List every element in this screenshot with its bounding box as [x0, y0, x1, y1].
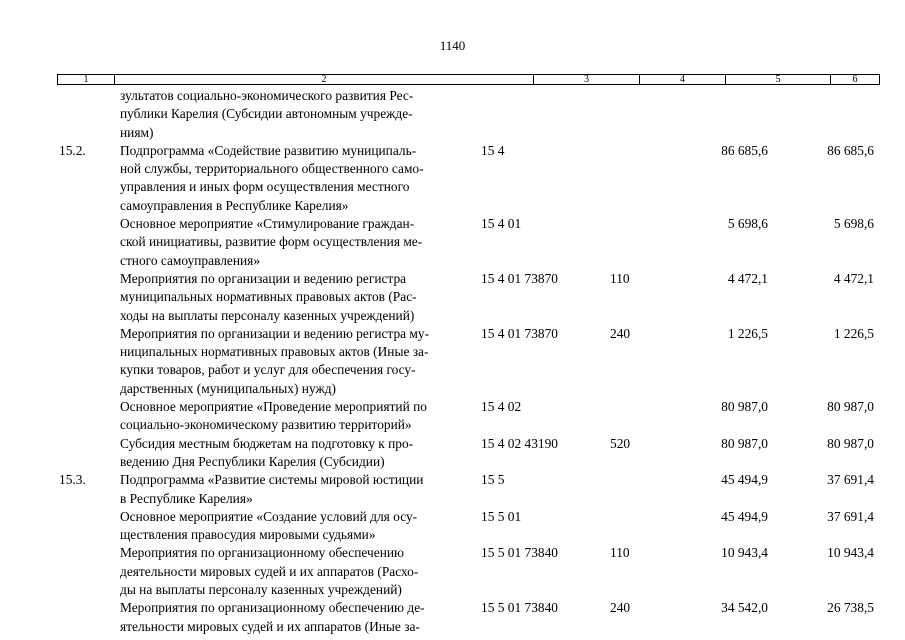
table-row: [0, 270, 905, 325]
amount-column-5: 45 494,9: [721, 508, 768, 524]
column-header-3: 3: [533, 75, 639, 84]
row-number: 15.3.: [59, 472, 86, 488]
table-header: [57, 74, 880, 85]
budget-code: 15 5 01 73840: [481, 545, 558, 561]
amount-column-6: 1 226,5: [833, 325, 874, 341]
amount-column-5: 45 494,9: [721, 472, 768, 488]
description-line: стного самоуправления»: [120, 252, 261, 268]
table-row: [0, 142, 905, 215]
amount-column-5: 80 987,0: [721, 435, 768, 451]
row-description: [120, 471, 472, 508]
table-body: [0, 87, 905, 636]
amount-column-6: 10 943,4: [827, 545, 874, 561]
page-number: 1140: [439, 38, 466, 53]
column-header-6: 6: [830, 75, 879, 84]
amount-column-6: 80 987,0: [827, 435, 874, 451]
description-line: в Республике Карелия»: [120, 490, 253, 506]
row-description: [120, 544, 472, 599]
description-line: Подпрограмма «Развитие системы мировой юстиции: [120, 472, 424, 488]
row-description: [120, 325, 472, 398]
description-line: дарственных (муниципальных) нужд): [120, 380, 336, 396]
expense-type: 240: [610, 325, 631, 341]
amount-column-5: 4 472,1: [727, 270, 768, 286]
column-header-4: 4: [639, 75, 725, 84]
description-line: Подпрограмма «Содействие развитию муниципаль-: [120, 142, 417, 158]
description-line: Субсидия местным бюджетам на подготовку к про-: [120, 435, 414, 451]
table-row: [0, 544, 905, 599]
description-line: ниципальных нормативных правовых актов (Иные за-: [120, 344, 429, 360]
description-line: купки товаров, работ и услуг для обеспечения госу-: [120, 362, 416, 378]
description-line: самоуправления в Республике Карелия»: [120, 197, 349, 213]
expense-type: 520: [610, 435, 631, 451]
description-line: Мероприятия по организации и ведению регистра: [120, 270, 407, 286]
amount-column-5: 34 542,0: [721, 600, 768, 616]
description-line: ной службы, территориального общественного само-: [120, 161, 424, 177]
row-description: [120, 87, 472, 142]
table-row: [0, 87, 905, 142]
description-line: социально-экономическому развитию территорий»: [120, 417, 412, 433]
column-header-1: 1: [83, 74, 89, 85]
column-header-2: 2: [114, 75, 533, 84]
amount-column-6: 80 987,0: [827, 399, 874, 415]
description-line: зультатов социально-экономического развития Рес-: [120, 88, 414, 103]
expense-type: 110: [610, 545, 630, 561]
amount-column-6: 5 698,6: [833, 216, 874, 232]
budget-code: 15 4 02: [481, 399, 522, 415]
description-line: Мероприятия по организационному обеспечению де-: [120, 600, 425, 616]
description-line: ятельности мировых судей и их аппаратов (Иные за-: [120, 618, 420, 634]
description-line: ходы на выплаты персоналу казенных учреждений): [120, 307, 415, 323]
description-line: Мероприятия по организационному обеспечению: [120, 545, 405, 561]
table-row: [0, 471, 905, 508]
row-description: [120, 508, 472, 545]
description-line: Основное мероприятие «Создание условий для осу-: [120, 508, 418, 524]
amount-column-5: 1 226,5: [727, 325, 768, 341]
description-line: Основное мероприятие «Проведение мероприятий по: [120, 399, 427, 415]
description-line: ществления правосудия мировыми судьями»: [120, 527, 376, 543]
description-line: публики Карелия (Субсидии автономным учрежде-: [120, 106, 413, 122]
expense-type: 110: [610, 270, 630, 286]
budget-code: 15 5: [481, 472, 505, 488]
table-row: [0, 325, 905, 398]
table-row: [0, 599, 905, 636]
row-description: [120, 398, 472, 435]
row-number: 15.2.: [59, 142, 86, 158]
budget-code: 15 5 01: [481, 508, 522, 524]
description-line: деятельности мировых судей и их аппаратов (Расхо-: [120, 563, 419, 579]
amount-column-5: 86 685,6: [721, 142, 768, 158]
amount-column-6: 26 738,5: [827, 600, 874, 616]
description-line: ведению Дня Республики Карелия (Субсидии): [120, 453, 385, 469]
row-description: [120, 270, 472, 325]
amount-column-6: 37 691,4: [827, 508, 874, 524]
table-row: [0, 435, 905, 472]
description-line: ды на выплаты персоналу казенных учреждений): [120, 582, 402, 598]
budget-code: 15 4 01 73870: [481, 270, 558, 286]
budget-code: 15 4 02 43190: [481, 435, 558, 451]
amount-column-6: 4 472,1: [833, 270, 874, 286]
budget-code: 15 5 01 73840: [481, 600, 558, 616]
description-line: муниципальных нормативных правовых актов (Рас-: [120, 289, 417, 305]
description-line: ниям): [120, 124, 154, 140]
row-description: [120, 599, 472, 636]
table-row: [0, 398, 905, 435]
amount-column-5: 10 943,4: [721, 545, 768, 561]
amount-column-5: 80 987,0: [721, 399, 768, 415]
description-line: ской инициативы, развитие форм осуществления ме-: [120, 234, 423, 250]
table-row: [0, 508, 905, 545]
column-header-5: 5: [725, 75, 830, 84]
description-line: управления и иных форм осуществления местного: [120, 179, 410, 195]
row-description: [120, 142, 472, 215]
budget-code: 15 4 01 73870: [481, 325, 558, 341]
expense-type: 240: [610, 600, 631, 616]
amount-column-6: 37 691,4: [827, 472, 874, 488]
budget-code: 15 4 01: [481, 216, 522, 232]
table-row: [0, 215, 905, 270]
description-line: Мероприятия по организации и ведению регистра му-: [120, 325, 430, 341]
description-line: Основное мероприятие «Стимулирование граждан-: [120, 216, 415, 232]
amount-column-5: 5 698,6: [727, 216, 768, 232]
amount-column-6: 86 685,6: [827, 142, 874, 158]
budget-code: 15 4: [481, 142, 505, 158]
row-description: [120, 435, 472, 472]
row-description: [120, 215, 472, 270]
